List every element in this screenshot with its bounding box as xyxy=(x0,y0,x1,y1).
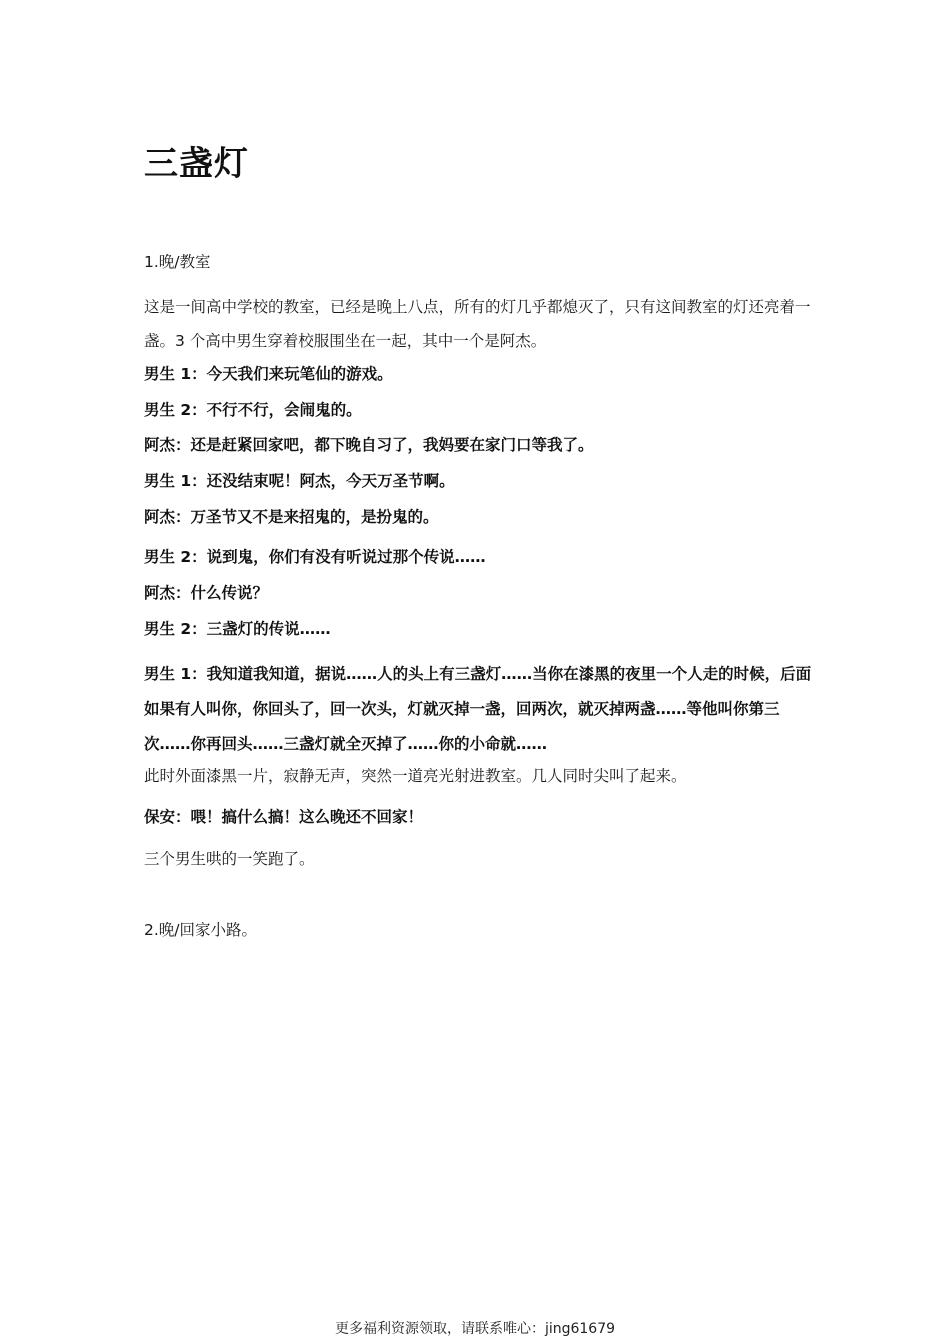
scene-heading-2: 2.晚/回家小路。 xyxy=(144,921,258,939)
dialogue-line: 男生 1：今天我们来玩笔仙的游戏。 xyxy=(144,365,393,383)
footer-note: 更多福利资源领取，请联系唯心：jing61679 xyxy=(334,1321,616,1337)
dialogue-line: 男生 2：说到鬼，你们有没有听说过那个传说…… xyxy=(144,548,486,566)
narration-line: 此时外面漆黑一片，寂静无声，突然一道亮光射进教室。几人同时尖叫了起来。 xyxy=(144,767,687,785)
scene-heading-1: 1.晚/教室 xyxy=(144,253,211,271)
dialogue-line: 保安：喂！搞什么搞！这么晚还不回家！ xyxy=(144,808,424,826)
dialogue-line: 男生 2：三盏灯的传说…… xyxy=(144,620,331,638)
dialogue-line: 阿杰：什么传说？ xyxy=(144,584,269,602)
dialogue-line: 阿杰：万圣节又不是来招鬼的，是扮鬼的。 xyxy=(144,508,439,526)
dialogue-paragraph: 男生 1：我知道我知道，据说……人的头上有三盏灯……当你在漆黑的夜里一个人走的时候，后面如果有人叫你，你回头了，回一次头，灯就灭掉一盏，回两次，就灭掉两盏……等他叫你第三次……你再回头……三盏灯就全灭掉了……你的小命就…… xyxy=(144,665,812,753)
narration-line: 三个男生哄的一笑跑了。 xyxy=(144,850,315,868)
dialogue-line: 男生 1：还没结束呢！阿杰，今天万圣节啊。 xyxy=(144,472,455,490)
page-title: 三盏灯 xyxy=(144,144,249,184)
dialogue-line: 男生 2：不行不行，会闹鬼的。 xyxy=(144,401,362,419)
narration-paragraph: 这是一间高中学校的教室，已经是晚上八点，所有的灯几乎都熄灭了，只有这间教室的灯还亮着一盏。3 个高中男生穿着校服围坐在一起，其中一个是阿杰。 xyxy=(144,298,811,350)
dialogue-line: 阿杰：还是赶紧回家吧，都下晚自习了，我妈要在家门口等我了。 xyxy=(144,436,594,454)
